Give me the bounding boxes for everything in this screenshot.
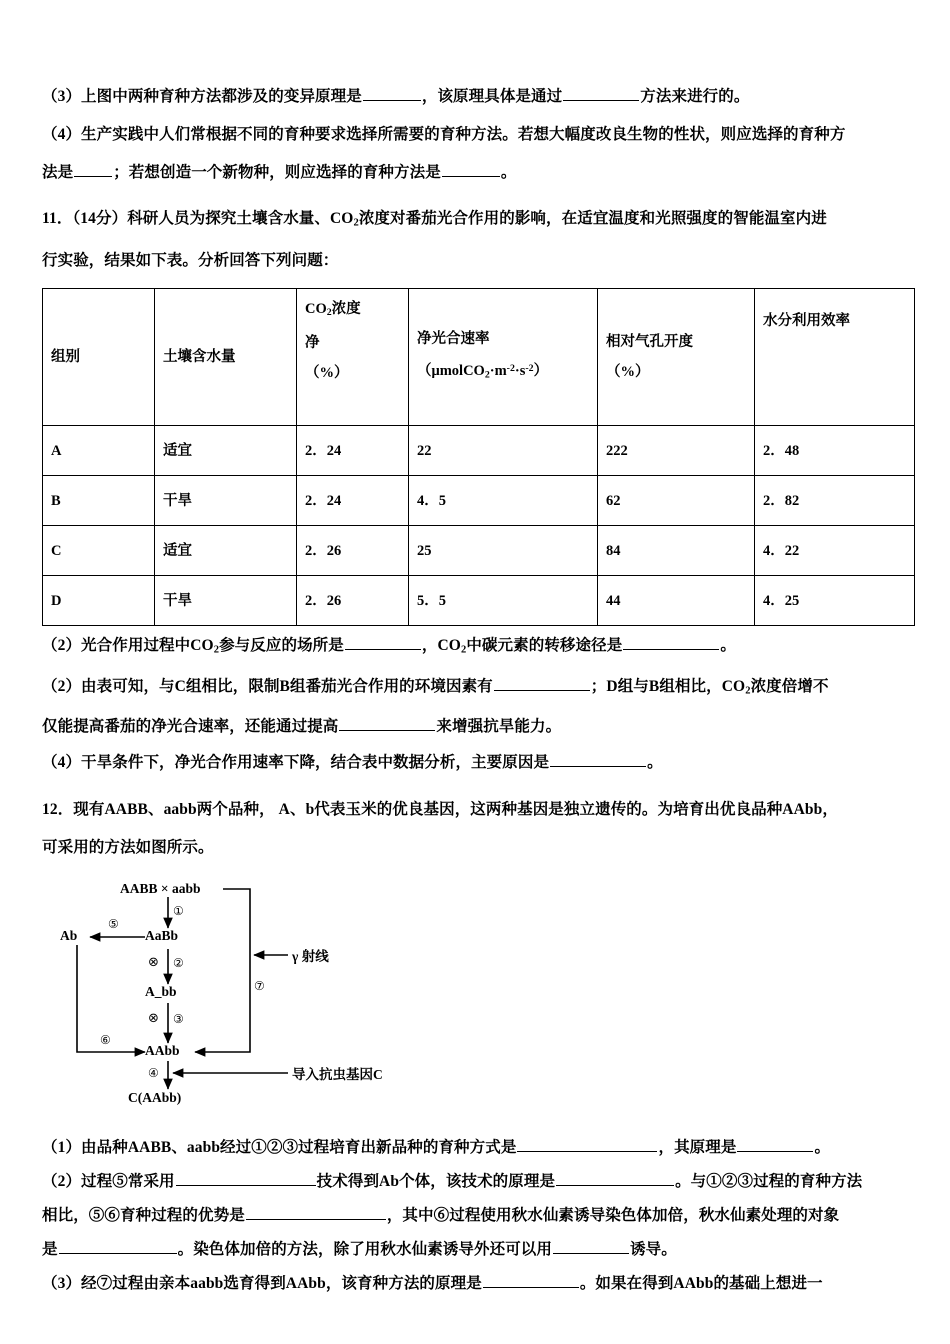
diagram-product-label: C(AAbb) [128, 1089, 182, 1105]
q10-part4-line2 [42, 154, 918, 192]
q11-sub2-c: ，CO [421, 637, 461, 655]
q11-stem-sub: 2 [353, 217, 359, 229]
header-text: 土壤含水量 [163, 349, 236, 366]
answer-blank[interactable] [176, 1171, 316, 1186]
q11-sub2-sub: 2 [213, 644, 220, 656]
q11-sub2-d: 中碳元素的转移途径是 [466, 637, 623, 655]
cell-co2: 2．26 [297, 576, 409, 626]
answer-blank[interactable] [623, 635, 719, 650]
q12-stem-line1 [42, 791, 918, 829]
header-text: 组别 [51, 349, 80, 366]
co2-text: CO [305, 301, 327, 318]
q11-stem-line1 [42, 200, 918, 242]
diagram-step-7: ⑦ [254, 978, 265, 993]
answer-blank[interactable] [339, 716, 435, 731]
table-row [43, 526, 915, 576]
q11-sub2b-c: 浓度倍增不 [750, 677, 829, 695]
header-line-2: 净 [305, 335, 320, 352]
diagram-f1-label: AaBb [145, 927, 179, 943]
experiment-data-table [42, 288, 915, 626]
table-row [43, 576, 915, 626]
answer-blank[interactable] [363, 86, 421, 101]
header-line-1 [305, 299, 400, 323]
cell-stomata: 222 [598, 426, 755, 476]
cell-wue: 4．25 [755, 576, 915, 626]
q12-sub2-a: （2）过程⑤常采用 [42, 1172, 175, 1190]
diagram-step-4: ④ [148, 1065, 159, 1080]
q12-sub2-f: 是 [42, 1240, 58, 1258]
co2-unit: 浓度 [331, 301, 361, 318]
q12-stem-b: 可采用的方法如图所示。 [42, 838, 214, 856]
q12-sub2-e: ，其中⑥过程使用秋水仙素诱导染色体加倍，秋水仙素处理的对象 [386, 1206, 840, 1224]
q11-sub2b-d: 仅能提高番茄的净光合速率，还能通过提高 [42, 717, 339, 735]
q11-sub2b-a: （2）由表可知，与C组相比，限制B组番茄光合作用的环境因素有 [42, 677, 493, 695]
diagram-step-5: ⑤ [108, 916, 119, 931]
q12-sub2-d: 相比，⑤⑥育种过程的优势是 [42, 1206, 245, 1224]
q11-sub2-e: 。 [720, 637, 736, 655]
q11-sub4 [42, 745, 918, 781]
header-text: 水分利用效率 [763, 313, 850, 330]
answer-blank[interactable] [345, 635, 421, 650]
q10-part3 [42, 78, 918, 116]
cell-wue: 2．82 [755, 476, 915, 526]
q12-stem-a: 12．现有AABB、aabb两个品种， A、b代表玉米的优良基因，这两种基因是独立遗传的。为培育出优良品种AAbb， [42, 800, 838, 818]
cell-soil-water: 干旱 [155, 576, 297, 626]
q11-sub2-b: 参与反应的场所是 [219, 637, 344, 655]
cell-net-rate: 4．5 [409, 476, 598, 526]
q12-sub1-b: ，其原理是 [658, 1138, 737, 1156]
q10-part4-text-b: 法是 [42, 164, 74, 181]
answer-blank[interactable] [442, 162, 500, 177]
q11-sub4-a: （4）干旱条件下，净光合作用速率下降，结合表中数据分析，主要原因是 [42, 753, 550, 771]
q11-sub2b-line1 [42, 669, 918, 709]
header-line-1: 相对气孔开度 [606, 334, 693, 351]
col-header-relative-stomatal-opening [598, 289, 755, 426]
diagram-f2-label: A_bb [145, 983, 177, 999]
q10-part4-text-d: 。 [500, 164, 517, 181]
q12-sub3-b: 。如果在得到AAbb的基础上想进一 [579, 1274, 823, 1292]
unit-c: ·s [514, 363, 526, 380]
answer-blank[interactable] [553, 1239, 629, 1254]
q10-part4-line1 [42, 116, 918, 154]
cell-group: A [43, 426, 155, 476]
diagram-gene-insert-label: 导入抗虫基因C [292, 1066, 383, 1082]
diagram-selfcross-1-icon: ⊗ [148, 954, 159, 970]
answer-blank[interactable] [550, 752, 646, 767]
q10-part3-text-c: 方法来进行的。 [640, 88, 750, 105]
q12-sub2-h: 诱导。 [630, 1240, 677, 1258]
q11-sub4-b: 。 [647, 753, 663, 771]
cell-co2: 2．24 [297, 426, 409, 476]
q10-part3-text-a: （3）上图中两种育种方法都涉及的变异原理是 [42, 88, 362, 105]
answer-blank[interactable] [59, 1239, 177, 1254]
diagram-step-3: ③ [173, 1011, 184, 1026]
diagram-gamma-label: γ 射线 [292, 948, 329, 964]
answer-blank[interactable] [494, 676, 590, 691]
answer-blank[interactable] [556, 1171, 674, 1186]
table-body [43, 426, 915, 626]
cell-soil-water: 适宜 [155, 526, 297, 576]
answer-blank[interactable] [563, 86, 639, 101]
cell-stomata: 44 [598, 576, 755, 626]
cell-net-rate: 25 [409, 526, 598, 576]
q12-sub1 [42, 1131, 918, 1165]
cell-group: B [43, 476, 155, 526]
q12-sub2-line3 [42, 1233, 918, 1267]
q11-stem-c: 行实验，结果如下表。分析回答下列问题： [42, 252, 339, 270]
q11-sub2b-sub: 2 [745, 684, 751, 696]
table-head [43, 289, 915, 426]
unit-d: ） [533, 363, 549, 380]
cell-stomata: 62 [598, 476, 755, 526]
answer-blank[interactable] [74, 162, 112, 177]
page-content [42, 78, 918, 1301]
q12-stem-line2 [42, 829, 918, 867]
cell-wue: 4．22 [755, 526, 915, 576]
q12-sub2-line1 [42, 1165, 918, 1199]
q12-sub1-c: 。 [814, 1138, 831, 1156]
answer-blank[interactable] [737, 1137, 813, 1152]
q12-sub3 [42, 1267, 918, 1301]
cell-net-rate: 22 [409, 426, 598, 476]
q11-sub2-a: （2）光合作用过程中CO [42, 637, 214, 655]
q11-stem-b: 浓度对番茄光合作用的影响，在适宜温度和光照强度的智能温室内进 [358, 210, 827, 227]
diagram-parent-label: AABB × aabb [120, 880, 201, 896]
q12-sub3-a: （3）经⑦过程由亲本aabb选育得到AAbb，该育种方法的原理是 [42, 1274, 482, 1292]
answer-blank[interactable] [517, 1137, 657, 1152]
diagram-step-2: ② [173, 955, 184, 970]
header-line-1: 净光合速率 [417, 331, 490, 348]
cell-co2: 2．26 [297, 526, 409, 576]
q12-sub2-c: 。与①②③过程的育种方法 [675, 1172, 863, 1190]
diagram-haploid-label: Ab [60, 927, 78, 943]
q12-sub2-g: 。染色体加倍的方法，除了用秋水仙素诱导外还可以用 [177, 1240, 553, 1258]
q11-sub2 [42, 628, 918, 668]
cell-soil-water: 适宜 [155, 426, 297, 476]
unit-sup2: -2 [525, 363, 534, 375]
unit-a: （μmolCO [417, 363, 485, 380]
q11-stem-a: 11．（14分）科研人员为探究土壤含水量、CO [42, 210, 354, 227]
diagram-step-6: ⑥ [100, 1032, 111, 1047]
q11-sub2b-line2 [42, 709, 918, 745]
q11-sub2b-b: ；D组与B组相比，CO [590, 677, 746, 695]
cell-group: C [43, 526, 155, 576]
diagram-selfcross-2-icon: ⊗ [148, 1010, 159, 1026]
table-row [43, 476, 915, 526]
q10-part4-text-a: （4）生产实践中人们常根据不同的育种要求选择所需要的育种方法。若想大幅度改良生物的性状，则应选择的育种方 [42, 126, 846, 143]
breeding-flow-diagram [60, 881, 390, 1121]
col-header-water-use-efficiency [755, 289, 915, 426]
col-header-soil-water [155, 289, 297, 426]
diagram-step-1: ① [173, 903, 184, 918]
q11-sub2b-e: 来增强抗旱能力。 [436, 717, 562, 735]
q11-stem-line2 [42, 242, 918, 280]
answer-blank[interactable] [246, 1205, 386, 1220]
cell-soil-water: 干旱 [155, 476, 297, 526]
q12-sub1-a: （1）由品种AABB、aabb经过①②③过程培育出新品种的育种方式是 [42, 1138, 517, 1156]
table-row [43, 426, 915, 476]
q11-sub2-sub2: 2 [460, 644, 467, 656]
unit-sub: 2 [484, 369, 490, 381]
co2-sub: 2 [326, 307, 332, 319]
header-line-3: （%） [305, 365, 349, 382]
cell-group: D [43, 576, 155, 626]
table-header-row [43, 289, 915, 426]
header-line-2: （%） [606, 364, 650, 381]
q12-sub2-line2 [42, 1199, 918, 1233]
cell-net-rate: 5．5 [409, 576, 598, 626]
diagram-target-label: AAbb [145, 1042, 180, 1058]
q12-sub2-b: 技术得到Ab个体，该技术的原理是 [316, 1172, 556, 1190]
header-unit [417, 359, 589, 385]
answer-blank[interactable] [483, 1273, 579, 1288]
unit-b: ·m [489, 363, 507, 380]
col-header-co2-concentration [297, 289, 409, 426]
q10-part3-text-b: ，该原理具体是通过 [421, 88, 563, 105]
col-header-group [43, 289, 155, 426]
unit-sup1: -2 [506, 363, 515, 375]
cell-co2: 2．24 [297, 476, 409, 526]
q10-part4-text-c: ；若想创造一个新物种，则应选择的育种方法是 [113, 164, 441, 181]
cell-wue: 2．48 [755, 426, 915, 476]
cell-stomata: 84 [598, 526, 755, 576]
col-header-net-photosynthesis-rate [409, 289, 598, 426]
